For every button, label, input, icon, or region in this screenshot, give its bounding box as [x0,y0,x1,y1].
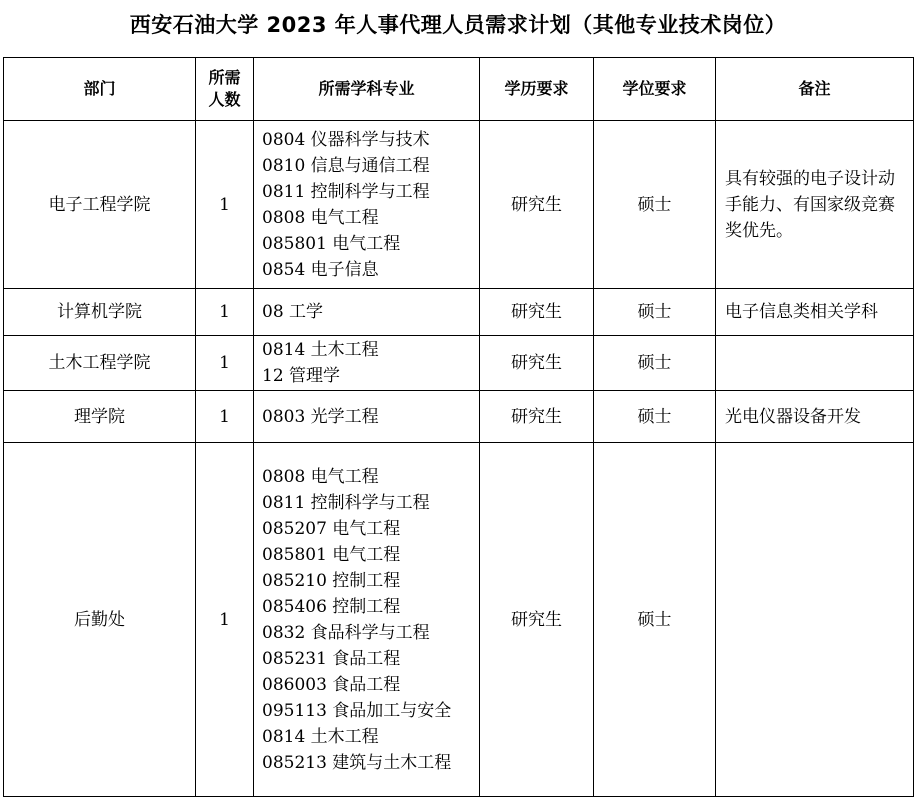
major-item: 12 管理学 [262,366,341,386]
major-item: 085231 食品工程 [262,648,401,669]
header-count-line1: 所需 [208,68,241,87]
majors-cell [254,443,480,797]
degree-cell: 硕士 [594,336,716,391]
major-item: 095113 食品加工与安全 [262,700,452,721]
table-row [4,391,914,443]
major-item: 085801 电气工程 [262,544,401,565]
major-item: 0811 控制科学与工程 [262,181,430,202]
major-item: 0811 控制科学与工程 [262,492,430,513]
count-cell: 1 [196,443,254,797]
major-item: 0814 土木工程 [262,726,379,747]
major-item: 0832 食品科学与工程 [262,622,430,643]
majors-cell [254,289,480,336]
dept-cell: 计算机学院 [4,289,196,336]
count-cell: 1 [196,121,254,289]
education-cell: 研究生 [480,391,594,443]
remarks-cell: 具有较强的电子设计动手能力、有国家级竞赛奖优先。 [716,121,914,289]
count-cell: 1 [196,289,254,336]
degree-cell: 硕士 [594,391,716,443]
header-remarks: 备注 [716,58,914,121]
major-item: 085213 建筑与土木工程 [262,752,452,773]
table-row [4,443,914,797]
remarks-cell: 电子信息类相关学科 [716,289,914,336]
remarks-cell [716,336,914,391]
count-cell: 1 [196,391,254,443]
header-dept: 部门 [4,58,196,121]
count-cell: 1 [196,336,254,391]
education-cell: 研究生 [480,443,594,797]
majors-cell [254,336,480,391]
major-item: 085801 电气工程 [262,233,401,254]
header-count [196,58,254,121]
dept-cell: 后勤处 [4,443,196,797]
major-item: 0803 光学工程 [262,406,379,427]
majors-cell [254,121,480,289]
major-item: 0808 电气工程 [262,207,379,228]
major-item: 086003 食品工程 [262,674,401,695]
degree-cell: 硕士 [594,121,716,289]
header-education: 学历要求 [480,58,594,121]
degree-cell: 硕士 [594,443,716,797]
major-item: 0804 仪器科学与技术 [262,129,430,150]
remarks-cell: 光电仪器设备开发 [716,391,914,443]
education-cell: 研究生 [480,336,594,391]
table-row [4,289,914,336]
header-count-line2: 人数 [208,90,241,109]
education-cell: 研究生 [480,289,594,336]
dept-cell: 理学院 [4,391,196,443]
document-title: 西安石油大学 2023 年人事代理人员需求计划（其他专业技术岗位） [129,13,787,37]
remarks-cell [716,443,914,797]
header-majors: 所需学科专业 [254,58,480,121]
education-cell: 研究生 [480,121,594,289]
major-item: 0854 电子信息 [262,259,379,280]
degree-cell: 硕士 [594,289,716,336]
major-item: 0814 土木工程 [262,340,379,360]
major-item: 0808 电气工程 [262,466,379,487]
major-item: 085406 控制工程 [262,596,401,617]
requirements-table [3,57,914,797]
majors-cell [254,391,480,443]
major-item: 08 工学 [262,302,324,322]
header-degree: 学位要求 [594,58,716,121]
table-row [4,336,914,391]
dept-cell: 土木工程学院 [4,336,196,391]
dept-cell: 电子工程学院 [4,121,196,289]
major-item: 0810 信息与通信工程 [262,155,430,176]
table-row [4,121,914,289]
major-item: 085207 电气工程 [262,518,401,539]
major-item: 085210 控制工程 [262,570,401,591]
header-row [4,58,914,121]
